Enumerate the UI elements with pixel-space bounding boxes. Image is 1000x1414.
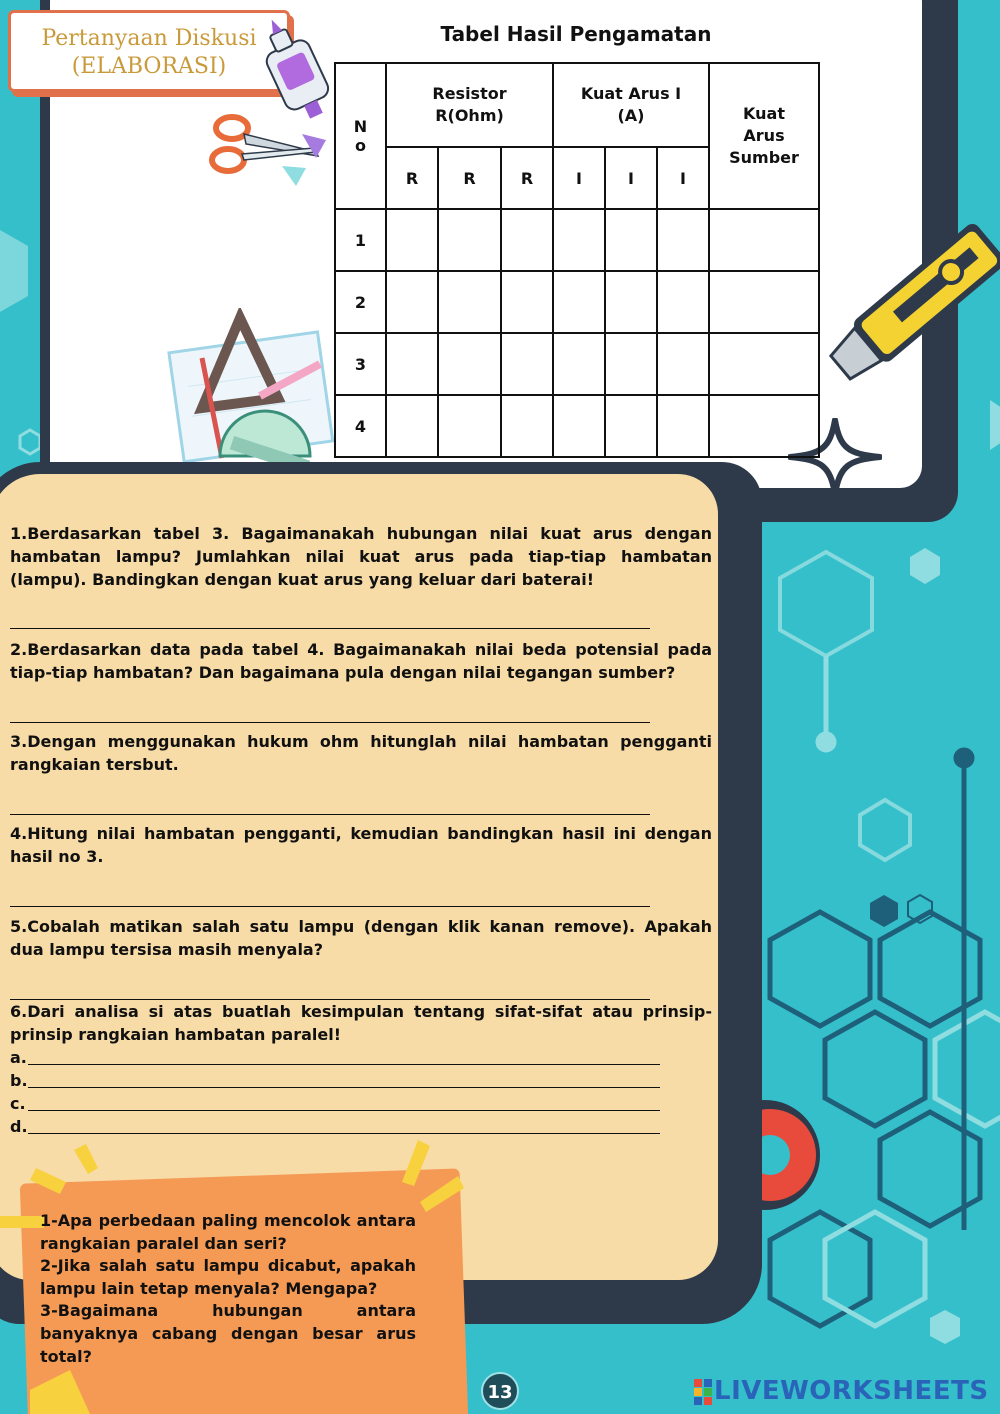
input-cell[interactable] — [501, 395, 553, 457]
input-cell[interactable] — [501, 333, 553, 395]
reflection-questions — [40, 1210, 416, 1368]
input-cell[interactable] — [605, 333, 657, 395]
brand-logo[interactable] — [694, 1374, 994, 1408]
input-cell[interactable] — [605, 209, 657, 271]
question-5: 5.Cobalah matikan salah satu lampu (dengan klik kanan remove). Apakah dua lampu tersisa masih menyala? — [10, 917, 712, 959]
conclusion-item-label: b. — [10, 1071, 28, 1090]
conclusion-item-c[interactable] — [10, 1092, 660, 1115]
table-title: Tabel Hasil Pengamatan — [440, 22, 712, 46]
header-current — [553, 63, 709, 147]
input-cell[interactable] — [553, 271, 605, 333]
section-label — [8, 10, 290, 92]
input-cell[interactable] — [709, 333, 819, 395]
answer-line-2[interactable] — [10, 722, 650, 723]
header-source-line2: Arus — [743, 126, 785, 145]
row-number: 2 — [335, 271, 386, 333]
input-cell[interactable] — [553, 395, 605, 457]
answer-line-3[interactable] — [10, 814, 650, 815]
subheader-cell: I — [553, 147, 605, 209]
question-4: 4.Hitung nilai hambatan pengganti, kemudian bandingkan hasil ini dengan hasil no 3. — [10, 824, 712, 866]
input-cell[interactable] — [553, 333, 605, 395]
reflection-question-1: 1-Apa perbedaan paling mencolok antara rangkaian paralel dan seri? — [40, 1211, 416, 1253]
input-cell[interactable] — [386, 395, 438, 457]
header-source-line3: Sumber — [729, 148, 799, 167]
answer-line-4[interactable] — [10, 906, 650, 907]
table-row — [335, 271, 819, 333]
question-3: 3.Dengan menggunakan hukum ohm hitunglah nilai hambatan pengganti rangkaian tersbut. — [10, 732, 712, 774]
header-source-current — [709, 63, 819, 209]
row-number: 3 — [335, 333, 386, 395]
header-resistor-line2: R(Ohm) — [435, 106, 504, 125]
question-6: 6.Dari analisa si atas buatlah kesimpulan tentang sifat-sifat atau prinsip-prinsip rangkaian hambatan paralel! — [10, 1002, 712, 1044]
subheader-cell: I — [657, 147, 709, 209]
conclusion-item-label: c. — [10, 1094, 26, 1113]
brand-name: LIVEWORKSHEETS — [714, 1376, 989, 1406]
geometry-tools-icon — [160, 308, 340, 484]
input-cell[interactable] — [386, 271, 438, 333]
input-cell[interactable] — [438, 395, 501, 457]
observation-table — [334, 62, 820, 458]
conclusion-item-a[interactable] — [10, 1046, 660, 1069]
input-cell[interactable] — [657, 395, 709, 457]
header-current-line1: Kuat Arus I — [580, 84, 682, 103]
input-cell[interactable] — [657, 271, 709, 333]
reflection-question-2: 2-Jika salah satu lampu dicabut, apakah lampu lain tetap menyala? Mengapa? — [40, 1256, 416, 1298]
conclusion-item-b[interactable] — [10, 1069, 660, 1092]
input-cell[interactable] — [605, 395, 657, 457]
header-current-line2: (A) — [617, 106, 645, 125]
subheader-cell: I — [605, 147, 657, 209]
section-label-line1: Pertanyaan Diskusi — [41, 26, 257, 51]
row-number: 1 — [335, 209, 386, 271]
subheader-cell: R — [501, 147, 553, 209]
table-row — [335, 395, 819, 457]
table-row — [335, 333, 819, 395]
input-cell[interactable] — [386, 209, 438, 271]
input-cell[interactable] — [438, 209, 501, 271]
input-cell[interactable] — [438, 333, 501, 395]
header-no-line2: o — [355, 136, 366, 155]
header-resistor-line1: Resistor — [432, 84, 507, 103]
scissors-icon — [206, 108, 336, 188]
question-1: 1.Berdasarkan tabel 3. Bagaimanakah hubungan nilai kuat arus dengan hambatan lampu? Jumlahkan nilai kuat arus pada tiap-tiap hambatan (lampu). Bandingkan dengan kuat arus yang keluar dari baterai! — [10, 524, 712, 589]
section-label-line2: (ELABORASI) — [71, 54, 227, 79]
header-no-line1: N — [353, 117, 368, 136]
input-cell[interactable] — [501, 271, 553, 333]
input-cell[interactable] — [709, 395, 819, 457]
conclusion-item-label: a. — [10, 1048, 27, 1067]
question-2: 2.Berdasarkan data pada tabel 4. Bagaimanakah nilai beda potensial pada tiap-tiap hambatan? Dan bagaimana pula dengan nilai tegangan sumber? — [10, 640, 712, 682]
subheader-cell: R — [438, 147, 501, 209]
input-cell[interactable] — [501, 209, 553, 271]
input-cell[interactable] — [709, 209, 819, 271]
cutter-knife-icon — [826, 208, 1000, 404]
input-cell[interactable] — [709, 271, 819, 333]
input-cell[interactable] — [657, 209, 709, 271]
reflection-question-3: 3-Bagaimana hubungan antara banyaknya cabang dengan besar arus total? — [40, 1301, 416, 1366]
table-row — [335, 209, 819, 271]
header-resistor — [386, 63, 553, 147]
header-no — [335, 63, 386, 209]
input-cell[interactable] — [438, 271, 501, 333]
input-cell[interactable] — [386, 333, 438, 395]
conclusion-item-label: d. — [10, 1117, 28, 1136]
subheader-cell: R — [386, 147, 438, 209]
header-source-line1: Kuat — [743, 104, 785, 123]
input-cell[interactable] — [553, 209, 605, 271]
input-cell[interactable] — [605, 271, 657, 333]
answer-line-1[interactable] — [10, 628, 650, 629]
brand-logo-icon — [694, 1379, 712, 1405]
page-number: 13 — [481, 1372, 519, 1410]
row-number: 4 — [335, 395, 386, 457]
input-cell[interactable] — [657, 333, 709, 395]
